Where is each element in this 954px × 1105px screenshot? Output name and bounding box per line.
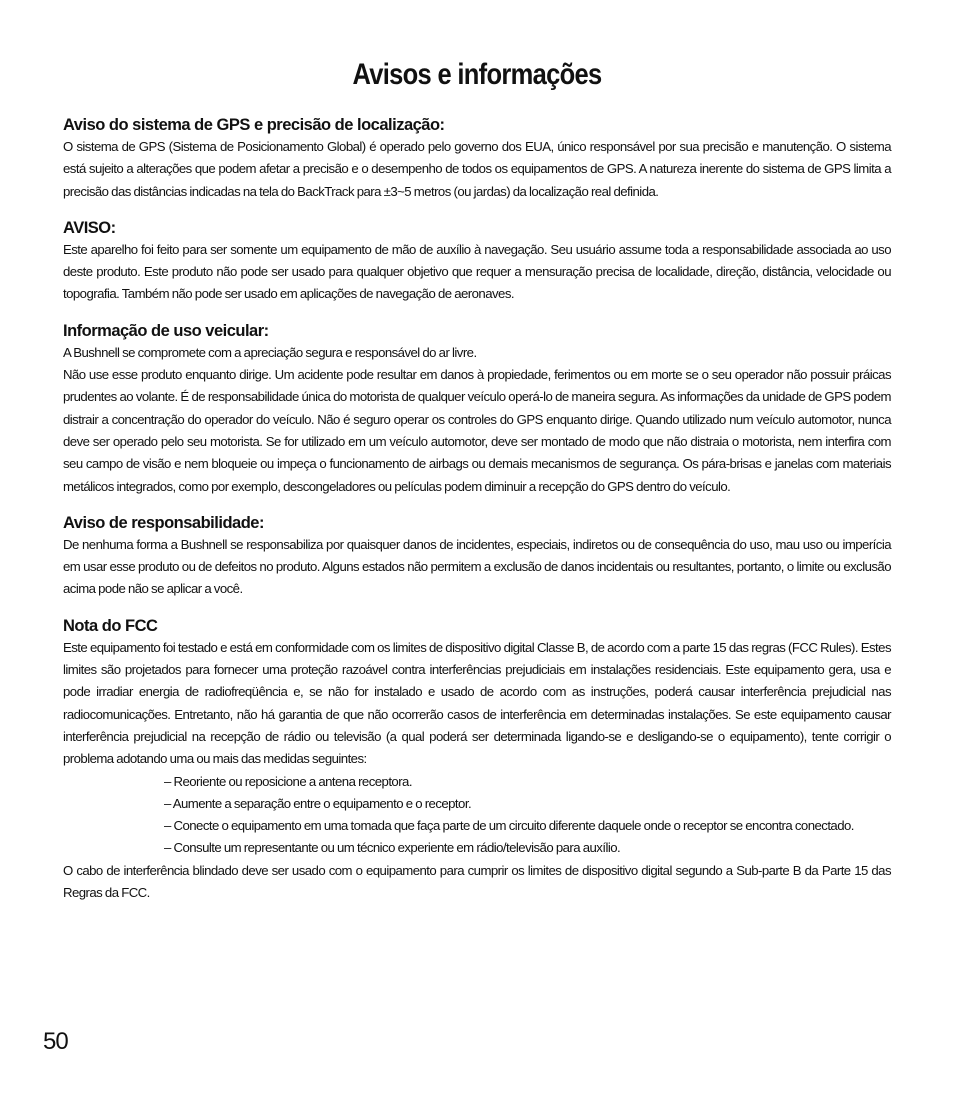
- section-aviso: [63, 219, 891, 306]
- section-paragraph: O sistema de GPS (Sistema de Posicionamento Global) é operado pelo governo dos EUA, único responsável por sua precisão e manutenção. O sistema está sujeito a alterações que podem afetar a precisão e o desempenho de todos os equipamentos de GPS. A natureza inerente do sistema de GPS limita a precisão das distâncias indicadas na tela do BackTrack para ±3~5 metros (ou jardas) da localização real definida.: [63, 139, 891, 199]
- section-fcc-note: [63, 617, 891, 905]
- section-heading: Nota do FCC: [63, 616, 158, 635]
- section-paragraph: Este equipamento foi testado e está em conformidade com os limites de dispositivo digital Classe B, de acordo com a parte 15 das regras (FCC Rules). Estes limites são projetados para fornecer uma proteção razoável contra interferências prejudiciais em instalações residenciais. Este equipamento gera, usa e pode irradiar energia de radiofreqüência e, se não for instalado e usado de acordo com as instruções, poderá causar interferência prejudicial nas radiocomunicações. Entretanto, não há garantia de que não ocorrerão casos de interferência em determinadas instalações. Se este equipamento causar interferência prejudicial na recepção de rádio ou televisão (a qual poderá ser determinada ligando-se e desligando-se o equipamento), tente corrigir o problema adotando uma ou mais das medidas seguintes:: [63, 639, 891, 767]
- list-item: – Aumente a separação entre o equipamento e o receptor.: [164, 795, 472, 811]
- section-gps-warning: [63, 116, 891, 203]
- section-heading: Informação de uso veicular:: [63, 321, 269, 340]
- section-paragraph: De nenhuma forma a Bushnell se responsabiliza por quaisquer danos de incidentes, especiais, indiretos ou de consequência do uso, mau uso ou imperícia em usar esse produto ou de defeitos no produto. Alguns estados não permitem a exclusão de danos incidentais ou resultantes, portanto, o limite ou exclusão acima pode não se aplicar a você.: [63, 536, 891, 597]
- list-item: – Consulte um representante ou um técnico experiente em rádio/televisão para auxílio.: [164, 840, 621, 856]
- list-item: – Conecte o equipamento em uma tomada que faça parte de um circuito diferente daquele onde o receptor se encontra conectado.: [164, 818, 854, 834]
- page-content: [63, 58, 891, 920]
- section-heading: Aviso do sistema de GPS e precisão de localização:: [63, 116, 445, 134]
- fcc-measures-list: [63, 771, 891, 860]
- section-vehicle-use: [63, 322, 891, 498]
- section-heading: AVISO:: [63, 218, 116, 237]
- section-heading: Aviso de responsabilidade:: [63, 513, 264, 532]
- page-number: 50: [43, 1028, 68, 1055]
- list-item: – Reoriente ou reposicione a antena receptora.: [164, 773, 412, 789]
- section-paragraph: Este aparelho foi feito para ser somente um equipamento de mão de auxílio à navegação. Seu usuário assume toda a responsabilidade associada ao uso deste produto. Este produto não pode ser usado para qualquer objetivo que requer a mensuração precisa de localidade, direção, distância, velocidade ou topografia. Também não pode ser usado em aplicações de navegação de aeronaves.: [63, 241, 891, 302]
- section-paragraph: Não use esse produto enquanto dirige. Um acidente pode resultar em danos à propiedade, ferimentos ou em morte se o seu operador não possuir práicas prudentes ao volante. É de responsabilidade única do motorista de qualquer veículo operá-lo de maneira segura. As informações da unidade de GPS podem distrair a concentração do operador do veículo. Não é seguro operar os controles do GPS enquanto dirige. Quando utilizado num veículo automotor, nunca deve ser operado pelo seu motorista. Se for utilizado em um veículo automotor, deve ser montado de modo que não distraia o motorista, nem interfira com seu campo de visão e nem bloqueie ou impeça o funcionamento de airbags ou demais mecanismos de segurança. Os pára-brisas e janelas com materiais metálicos integrados, como por exemplo, descongeladores ou películas podem diminuir a recepção do GPS dentro do veículo.: [63, 367, 891, 494]
- section-paragraph: A Bushnell se compromete com a apreciação segura e responsável do ar livre.: [63, 344, 477, 360]
- section-paragraph: O cabo de interferência blindado deve ser usado com o equipamento para cumprir os limites de dispositivo digital segundo a Sub-parte B da Parte 15 das Regras da FCC.: [63, 862, 891, 901]
- page-title: Avisos e informações: [352, 58, 602, 91]
- section-liability: [63, 514, 891, 601]
